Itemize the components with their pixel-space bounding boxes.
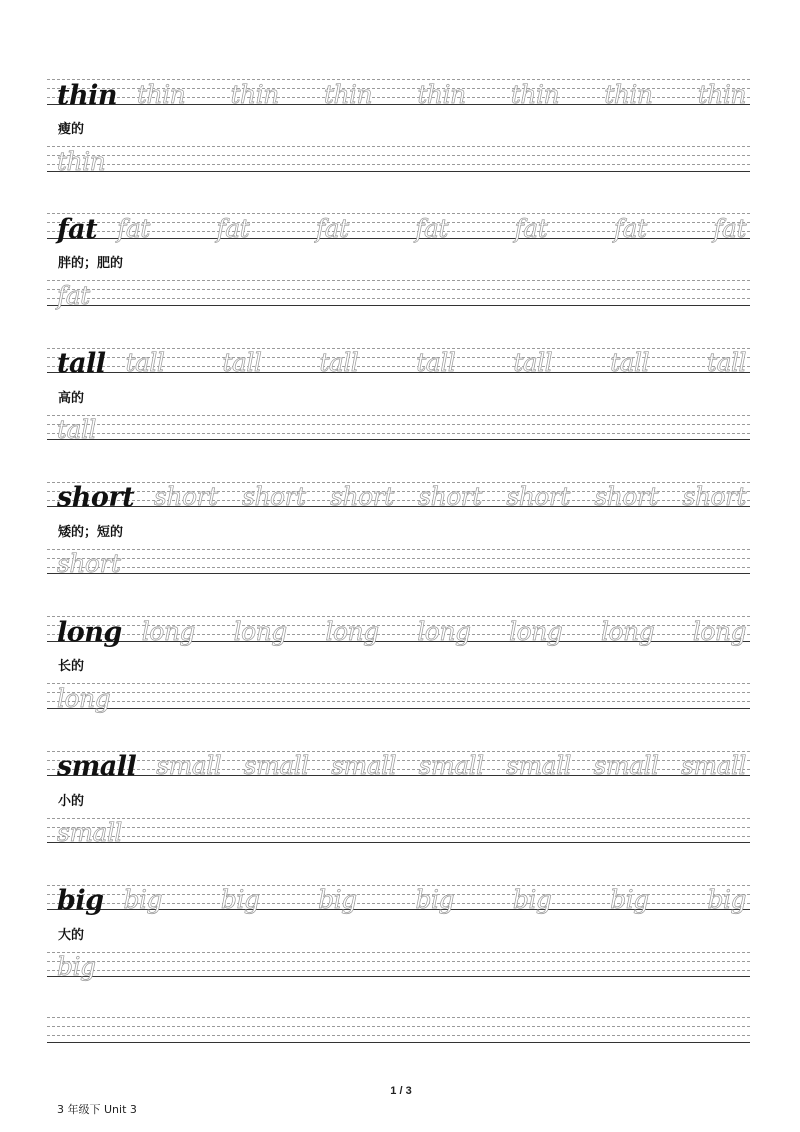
model-word: big [57,885,104,917]
footer-grade-unit: 3 年级下 Unit 3 [57,1103,137,1116]
practice-row-guideline [47,683,750,684]
trace-word: thin [417,79,466,109]
trace-word: long [417,616,471,646]
trace-word: long [325,616,379,646]
word-meaning: 矮的；短的 [58,524,124,540]
word-meaning: 小的 [58,793,85,809]
practice-row-guideline [47,146,750,147]
practice-row-guideline [47,298,750,299]
trace-word: fat [713,213,746,243]
practice-row-baseline [47,305,750,306]
empty-row-guideline [47,1035,750,1036]
trace-word: short [57,549,121,579]
word-meaning: 长的 [58,659,85,675]
trace-word: tall [513,348,553,378]
practice-row-guideline [47,424,750,425]
trace-word: big [415,885,455,915]
empty-row-guideline [47,1017,750,1018]
model-word: tall [57,348,106,380]
practice-row-guideline [47,433,750,434]
practice-row-baseline [47,171,750,172]
trace-word: thin [323,79,373,109]
trace-word: thin [230,79,279,109]
practice-row-guideline [47,155,750,156]
model-word: small [57,751,137,782]
trace-word: small [57,818,122,847]
trace-word: fat [613,213,647,243]
trace-word: fat [514,213,548,243]
practice-row-guideline [47,415,750,416]
word-meaning: 大的 [58,927,85,943]
practice-row-baseline [47,708,750,709]
trace-word: long [601,616,655,646]
practice-row-guideline [47,558,750,559]
trace-word: short [682,482,746,512]
practice-row-baseline [47,976,750,977]
trace-word: short [506,482,570,512]
trace-word: fat [415,213,448,243]
word-meaning: 高的 [58,390,85,406]
trace-word: small [156,751,222,780]
trace-word: small [418,751,484,780]
trace-word: long [233,616,287,646]
page-number: 1 / 3 [390,1085,412,1097]
trace-word: tall [707,348,746,378]
empty-row-baseline [47,1042,750,1043]
trace-word: tall [319,348,359,378]
trace-word: tall [610,348,650,378]
practice-row-guideline [47,961,750,962]
trace-word: big [57,952,96,982]
trace-word: thin [57,146,106,176]
trace-word: big [610,885,649,915]
practice-row-guideline [47,952,750,953]
trace-word: short [242,482,306,512]
trace-word: thin [697,79,746,109]
empty-row-guideline [47,1026,750,1027]
trace-word: big [512,885,552,915]
practice-row-guideline [47,164,750,165]
trace-word: tall [125,348,165,378]
practice-row-guideline [47,289,750,290]
word-meaning: 胖的；肥的 [58,256,124,272]
trace-word: big [220,885,260,915]
trace-word: small [593,751,659,780]
trace-word: thin [510,79,560,109]
trace-word: big [123,885,163,915]
trace-word: tall [416,348,456,378]
trace-word: fat [57,280,90,310]
trace-word: long [692,616,746,646]
practice-row-guideline [47,567,750,568]
trace-word: small [506,751,572,780]
model-word: fat [57,213,98,245]
trace-word: small [243,751,309,780]
trace-word: thin [604,79,653,109]
trace-word: fat [216,213,250,243]
practice-row-baseline [47,439,750,440]
trace-word: short [154,482,218,512]
practice-row-guideline [47,701,750,702]
practice-row-guideline [47,549,750,550]
word-meaning: 瘦的 [58,122,85,137]
trace-word: long [509,616,563,646]
practice-row-guideline [47,280,750,281]
trace-word: long [141,616,195,646]
trace-word: tall [57,415,96,445]
practice-row-baseline [47,573,750,574]
trace-word: long [57,683,111,713]
trace-word: fat [315,213,349,243]
practice-row-guideline [47,692,750,693]
trace-word: short [330,482,394,512]
practice-row-baseline [47,842,750,843]
trace-word: big [318,885,357,915]
trace-word: small [331,751,397,780]
model-word: short [57,482,135,514]
trace-word: thin [137,79,186,109]
practice-row-guideline [47,970,750,971]
practice-row-guideline [47,836,750,837]
trace-word: short [418,482,482,512]
practice-row-guideline [47,818,750,819]
practice-row-guideline [47,827,750,828]
trace-word: short [594,482,658,512]
trace-word: big [707,885,746,915]
trace-word: small [681,751,746,780]
trace-word: tall [222,348,262,378]
model-word: long [57,616,122,648]
trace-word: fat [117,213,150,243]
model-word: thin [57,79,117,111]
